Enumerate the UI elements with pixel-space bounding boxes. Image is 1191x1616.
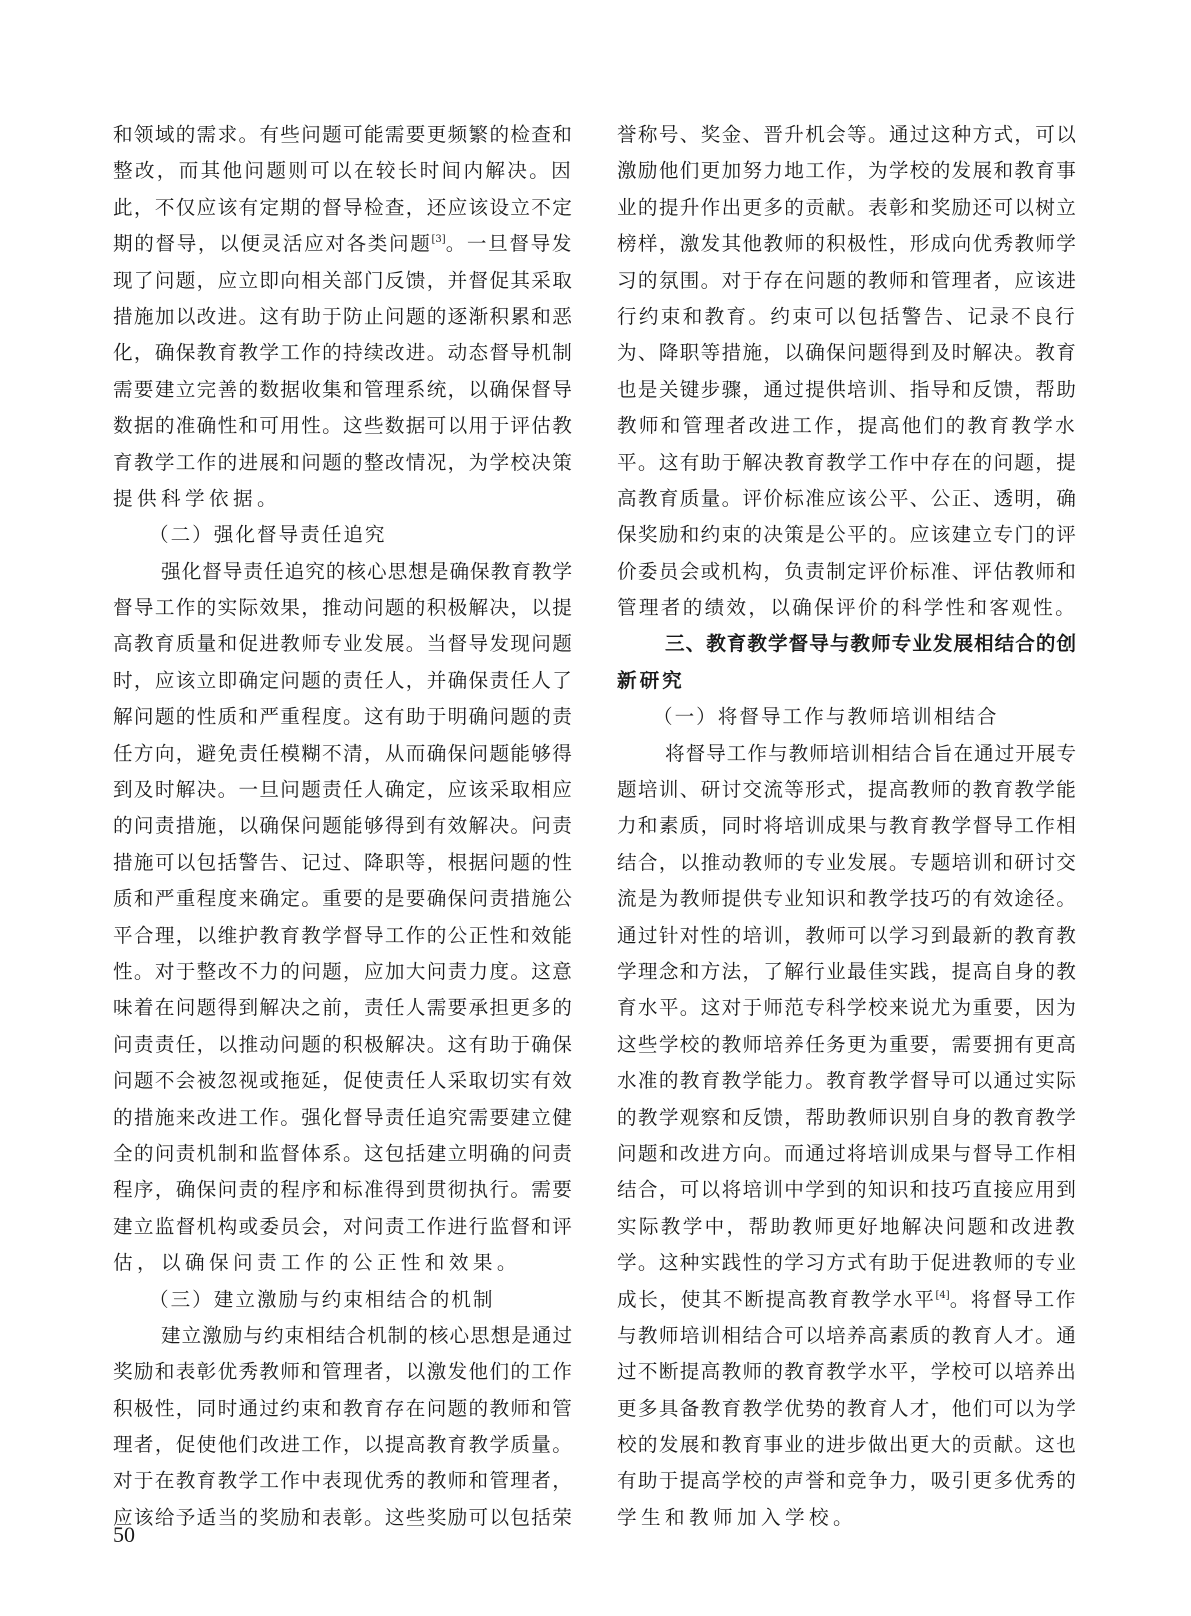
- section-heading-continued: [617, 663, 1077, 699]
- line-text: 过不断提高教师的教育教学水平，学校可以培养出: [617, 1360, 1078, 1384]
- line-text: 解问题的性质和严重程度。这有助于明确问题的责: [113, 705, 574, 729]
- line-text: 誉称号、奖金、晋升机会等。通过这种方式，可以: [617, 123, 1078, 146]
- text-line: [617, 554, 1077, 590]
- page-number: 50: [113, 1522, 135, 1547]
- line-text: 高教育质量。评价标准应该公平、公正、透明，确: [617, 486, 1078, 510]
- line-text: 流是为教师提供专业知识和教学技巧的有效途径。: [617, 887, 1078, 911]
- text-line: [617, 190, 1077, 226]
- text-line: [113, 1209, 573, 1245]
- left-column: [113, 117, 573, 1536]
- line-text: 的问责措施，以确保问题能够得到有效解决。问责: [113, 814, 574, 838]
- line-text: 有助于提高学校的声誉和竞争力，吸引更多优秀的: [617, 1469, 1078, 1493]
- line-text: 行约束和教育。约束可以包括警告、记录不良行: [617, 304, 1077, 328]
- text-line: [113, 1172, 573, 1208]
- line-text: 问题和改进方向。而通过将培训成果与督导工作相: [617, 1141, 1078, 1165]
- text-line: [617, 408, 1077, 444]
- text-line: [113, 845, 573, 881]
- line-text: 理者，促使他们改进工作，以提高教育教学质量。: [113, 1433, 574, 1457]
- line-text: 时，应该立即确定问题的责任人，并确保责任人了: [113, 668, 574, 692]
- text-line: [113, 626, 573, 662]
- text-line: [113, 263, 573, 299]
- text-line: [113, 1354, 573, 1390]
- text-line: [113, 1136, 573, 1172]
- text-line: [113, 1500, 573, 1536]
- line-text: 问责责任，以推动问题的积极解决。这有助于确保: [113, 1032, 574, 1056]
- text-line: [617, 372, 1077, 408]
- text-line: [617, 1391, 1077, 1427]
- text-line: [113, 153, 573, 189]
- text-line: [113, 736, 573, 772]
- text-line: [617, 772, 1077, 808]
- text-line: [617, 445, 1077, 481]
- line-text: 高教育质量和促进教师专业发展。当督导发现问题: [113, 632, 574, 656]
- text-line: [113, 1100, 573, 1136]
- text-line: [617, 481, 1077, 517]
- text-line: [113, 663, 573, 699]
- paragraph-first-line: [113, 1318, 573, 1354]
- subsection-heading: [617, 699, 1077, 735]
- text-line: [113, 990, 573, 1026]
- text-line: [113, 1427, 573, 1463]
- line-text: 估，以确保问责工作的公正性和效果。: [113, 1251, 521, 1275]
- text-line: [617, 153, 1077, 189]
- line-text: 任方向，避免责任模糊不清，从而确保问题能够得: [113, 741, 574, 765]
- line-text: （三）建立激励与约束相结合的机制: [149, 1287, 495, 1311]
- line-text: 数据的准确性和可用性。这些数据可以用于评估教: [113, 414, 574, 438]
- line-text: 平合理，以维护教育教学督导工作的公正性和效能: [113, 923, 574, 947]
- line-text-after-citation: 。将督导工作: [949, 1287, 1078, 1311]
- line-text: 味着在问题得到解决之前，责任人需要承担更多的: [113, 996, 574, 1020]
- text-line: [617, 845, 1077, 881]
- text-line: [113, 299, 573, 335]
- line-text: 通过针对性的培训，教师可以学习到最新的教育教: [617, 923, 1078, 947]
- line-text: 措施可以包括警告、记过、降职等，根据问题的性: [113, 850, 574, 874]
- line-text: 质和严重程度来确定。重要的是要确保问责措施公: [113, 887, 574, 911]
- line-text: 到及时解决。一旦问题责任人确定，应该采取相应: [113, 778, 574, 802]
- line-text: 应该给予适当的奖励和表彰。这些奖励可以包括荣: [113, 1505, 574, 1529]
- line-text: 学理念和方法，了解行业最佳实践，提高自身的教: [617, 959, 1078, 983]
- line-text: 积极性，同时通过约束和教育存在问题的教师和管: [113, 1396, 574, 1420]
- citation-ref: [3]: [431, 234, 446, 246]
- text-line: [617, 1245, 1077, 1281]
- line-text: 这些学校的教师培养任务更为重要，需要拥有更高: [617, 1032, 1078, 1056]
- text-line: [617, 1172, 1077, 1208]
- text-line: [617, 918, 1077, 954]
- text-line: [617, 1318, 1077, 1354]
- line-text: 与教师培训相结合可以培养高素质的教育人才。通: [617, 1323, 1078, 1347]
- line-text: 结合，可以将培训中学到的知识和技巧直接应用到: [617, 1178, 1078, 1202]
- text-line: [617, 1063, 1077, 1099]
- line-text: 现了问题，应立即向相关部门反馈，并督促其采取: [113, 268, 574, 292]
- line-text: 结合，以推动教师的专业发展。专题培训和研讨交: [617, 850, 1078, 874]
- line-text: 督导工作的实际效果，推动问题的积极解决，以提: [113, 596, 574, 620]
- line-text: 化，确保教育教学工作的持续改进。动态督导机制: [113, 341, 574, 365]
- line-text: 整改，而其他问题则可以在较长时间内解决。因: [113, 159, 573, 183]
- text-line: [617, 299, 1077, 335]
- text-line: [617, 226, 1077, 262]
- text-line: [113, 808, 573, 844]
- text-line: [617, 1354, 1077, 1390]
- line-text: 全的问责机制和监督体系。这包括建立明确的问责: [113, 1141, 574, 1165]
- line-text: 将督导工作与教师培训相结合旨在通过开展专: [665, 741, 1078, 765]
- text-line: [113, 372, 573, 408]
- text-line: [617, 1027, 1077, 1063]
- text-line: [113, 481, 573, 517]
- text-line: [113, 1463, 573, 1499]
- subsection-heading: [113, 517, 573, 553]
- text-line: [617, 1427, 1077, 1463]
- line-text: 奖励和表彰优秀教师和管理者，以激发他们的工作: [113, 1360, 574, 1384]
- line-text: 习的氛围。对于存在问题的教师和管理者，应该进: [617, 268, 1078, 292]
- paragraph-first-line: [113, 554, 573, 590]
- line-text: 三、教育教学督导与教师专业发展相结合的创: [665, 632, 1078, 656]
- text-line: [113, 117, 573, 153]
- text-line: [113, 190, 573, 226]
- text-line: [113, 226, 573, 262]
- line-text: 业的提升作出更多的贡献。表彰和奖励还可以树立: [617, 195, 1078, 219]
- line-text-after-citation: 。一旦督导发: [445, 232, 574, 256]
- line-text: 育教学工作的进展和问题的整改情况，为学校决策: [113, 450, 574, 474]
- text-line: [113, 918, 573, 954]
- text-line: [617, 1209, 1077, 1245]
- line-text: 期的督导，以便灵活应对各类问题: [113, 232, 432, 256]
- text-line: [617, 1282, 1077, 1318]
- text-line: [617, 263, 1077, 299]
- text-line: [617, 954, 1077, 990]
- line-text: 保奖励和约束的决策是公平的。应该建立专门的评: [617, 523, 1078, 547]
- text-line: [617, 335, 1077, 371]
- line-text: 的教学观察和反馈，帮助教师识别自身的教育教学: [617, 1105, 1078, 1129]
- line-text: 也是关键步骤，通过提供培训、指导和反馈，帮助: [617, 377, 1078, 401]
- line-text: 新研究: [617, 668, 685, 692]
- line-text: 管理者的绩效，以确保评价的科学性和客观性。: [617, 596, 1077, 620]
- text-line: [113, 954, 573, 990]
- line-text: 平。这有助于解决教育教学工作中存在的问题，提: [617, 450, 1078, 474]
- line-text: 激励他们更加努力地工作，为学校的发展和教育事: [617, 159, 1078, 183]
- line-text: 建立激励与约束相结合机制的核心思想是通过: [161, 1323, 574, 1347]
- text-line: [113, 1391, 573, 1427]
- text-line: [617, 808, 1077, 844]
- text-line: [113, 408, 573, 444]
- line-text: 问题不会被忽视或拖延，促使责任人采取切实有效: [113, 1069, 574, 1093]
- text-line: [617, 117, 1077, 153]
- text-line: [113, 772, 573, 808]
- line-text: （一）将督导工作与教师培训相结合: [653, 705, 999, 729]
- text-line: [617, 1100, 1077, 1136]
- line-text: 的措施来改进工作。强化督导责任追究需要建立健: [113, 1105, 574, 1129]
- line-text: 强化督导责任追究的核心思想是确保教育教学: [161, 559, 574, 583]
- line-text: 和领域的需求。有些问题可能需要更频繁的检查和: [113, 123, 574, 146]
- line-text: 程序，确保问责的程序和标准得到贯彻执行。需要: [113, 1178, 574, 1202]
- line-text: 水准的教育教学能力。教育教学督导可以通过实际: [617, 1069, 1078, 1093]
- text-line: [113, 1245, 573, 1281]
- line-text: 力和素质，同时将培训成果与教育教学督导工作相: [617, 814, 1078, 838]
- text-line: [617, 590, 1077, 626]
- line-text: 价委员会或机构，负责制定评价标准、评估教师和: [617, 559, 1078, 583]
- line-text: 措施加以改进。这有助于防止问题的逐渐积累和恶: [113, 304, 574, 328]
- text-line: [113, 590, 573, 626]
- line-text: 此，不仅应该有定期的督导检查，还应该设立不定: [113, 195, 574, 219]
- line-text: 提供科学依据。: [113, 486, 281, 510]
- line-text: 更多具备教育教学优势的教育人才，他们可以为学: [617, 1396, 1078, 1420]
- text-line: [113, 335, 573, 371]
- line-text: 成长，使其不断提高教育教学水平: [617, 1287, 936, 1311]
- line-text: 建立监督机构或委员会，对问责工作进行监督和评: [113, 1214, 574, 1238]
- text-line: [617, 517, 1077, 553]
- line-text: 榜样，激发其他教师的积极性，形成向优秀教师学: [617, 232, 1078, 256]
- line-text: 教师和管理者改进工作，提高他们的教育教学水: [617, 414, 1077, 438]
- text-line: [617, 990, 1077, 1026]
- text-line: [113, 881, 573, 917]
- text-line: [617, 881, 1077, 917]
- subsection-heading: [113, 1282, 573, 1318]
- line-text: 对于在教育教学工作中表现优秀的教师和管理者，: [113, 1469, 574, 1493]
- line-text: 育水平。这对于师范专科学校来说尤为重要，因为: [617, 996, 1078, 1020]
- paragraph-first-line: [617, 736, 1077, 772]
- right-column: [617, 117, 1077, 1536]
- text-line: [617, 1463, 1077, 1499]
- line-text: 性。对于整改不力的问题，应加大问责力度。这意: [113, 959, 574, 983]
- text-line: [113, 445, 573, 481]
- text-line: [113, 699, 573, 735]
- line-text: 题培训、研讨交流等形式，提高教师的教育教学能: [617, 778, 1078, 802]
- text-line: [113, 1063, 573, 1099]
- line-text: 实际教学中，帮助教师更好地解决问题和改进教: [617, 1214, 1077, 1238]
- line-text: （二）强化督导责任追究: [149, 523, 387, 547]
- line-text: 校的发展和教育事业的进步做出更大的贡献。这也: [617, 1433, 1078, 1457]
- text-line: [113, 1027, 573, 1063]
- section-heading: [617, 626, 1077, 662]
- citation-ref: [4]: [935, 1289, 950, 1301]
- line-text: 学。这种实践性的学习方式有助于促进教师的专业: [617, 1251, 1078, 1275]
- line-text: 学生和教师加入学校。: [617, 1505, 857, 1529]
- line-text: 需要建立完善的数据收集和管理系统，以确保督导: [113, 377, 574, 401]
- text-line: [617, 1500, 1077, 1536]
- line-text: 为、降职等措施，以确保问题得到及时解决。教育: [617, 341, 1078, 365]
- text-line: [617, 1136, 1077, 1172]
